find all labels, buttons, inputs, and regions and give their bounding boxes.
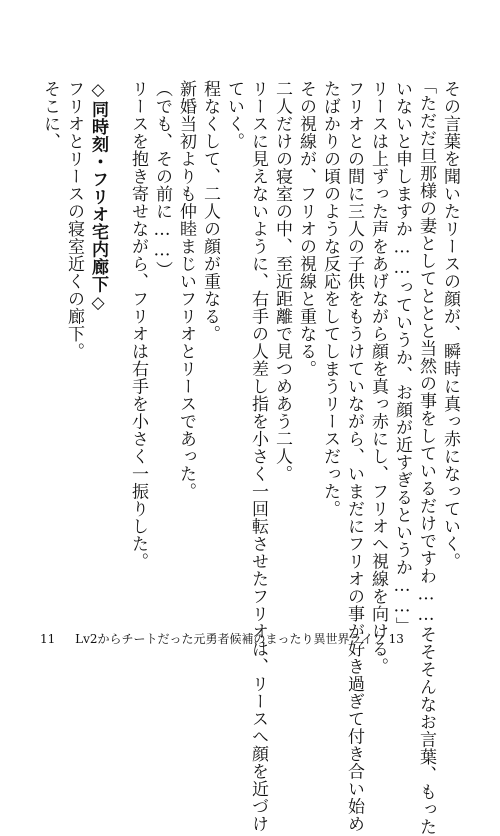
text-column-9: リースに見えないように、右手の人差し指を小さく一回転させたフリオは、リースへ顔を近づけ <box>248 80 268 833</box>
text-column-7: その視線が、フリオの視線と重なる。 <box>296 80 316 378</box>
text-column-2: 「ただだ旦那様の妻としてととと当然の事をしているだけですわ……そそそんなお言葉、もった <box>416 77 436 836</box>
text-column-12: 新婚当初よりも仲睦まじいフリオとリースであった。 <box>176 80 196 500</box>
page-number: 11 <box>40 632 56 646</box>
text-column-8: 二人だけの寝室の中、至近距離で見つめあう二人。 <box>272 80 292 483</box>
text-column-4: リースは上ずった声をあげながら顔を真っ赤にし、フリオへ視線を向ける。 <box>368 80 388 675</box>
text-column-1: その言葉を聞いたリースの顔が、瞬時に真っ赤になっていく。 <box>440 80 460 570</box>
text-column-17: フリオとリースの寝室近くの廊下。 <box>64 80 84 360</box>
text-column-13: （でも、その前に……） <box>152 80 172 279</box>
text-column-6: たばかりの頃のような反応をしてしまうリースだった。 <box>320 80 340 518</box>
page-footer <box>40 630 404 647</box>
text-column-3: いないと申しますか……っていうか、お顔が近すぎるというか……」 <box>392 80 412 635</box>
text-column-11: 程なくして、二人の顔が重なる。 <box>200 80 220 343</box>
section-heading: ◇同時刻・フリオ宅内廊下◇ <box>88 80 108 314</box>
text-column-5: フリオとの間に三人の子供をもうけていながら、いまだにフリオの事が好き過ぎて付き合い始め <box>344 80 364 833</box>
book-title: Lv2からチートだった元勇者候補のまったり異世界ライフ 13 <box>75 632 404 646</box>
text-column-18: そこに、 <box>40 80 60 150</box>
text-column-14: リースを抱き寄せながら、フリオは右手を小さく一振りした。 <box>128 80 148 570</box>
text-column-10: ていく。 <box>224 80 244 150</box>
